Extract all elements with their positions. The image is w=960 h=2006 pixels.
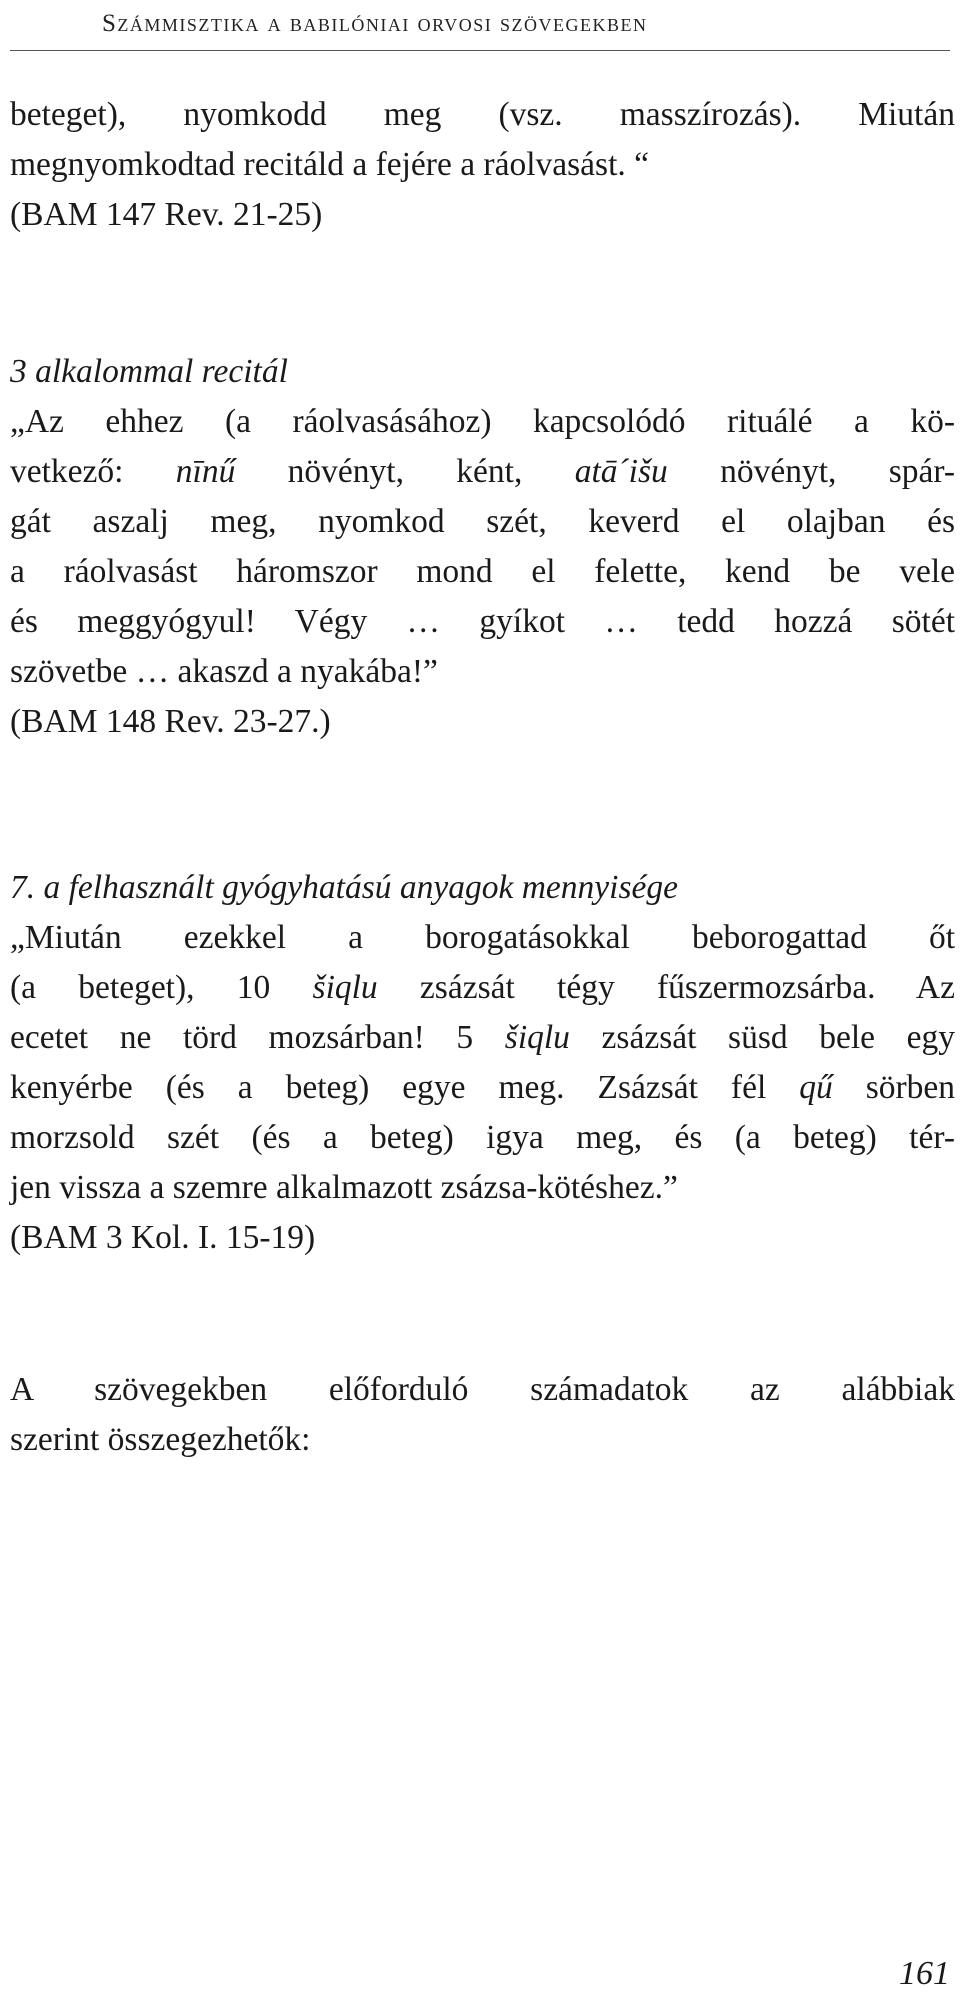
text-fragment: ecetet ne törd mozsárban! 5 — [10, 1019, 505, 1056]
text-line: szövetbe … akaszd a nyakába!” — [10, 653, 438, 690]
unit-name: qű — [799, 1069, 833, 1106]
text-line: morzsold szét (és a beteg) igya meg, és (a beteg) tér- — [10, 1119, 955, 1156]
text-line: jen vissza a szemre alkalmazott zsázsa-kötéshez.” — [10, 1169, 678, 1206]
text-fragment: zsázsát tégy fűszermozsárba. Az — [377, 969, 955, 1006]
paragraph-block-4 — [10, 1365, 955, 1465]
text-fragment: vetkező: — [10, 453, 176, 490]
text-fragment: sörben — [832, 1069, 955, 1106]
text-line: gát aszalj meg, nyomkod szét, keverd el olajban és — [10, 503, 955, 540]
text-fragment: (a beteget), 10 — [10, 969, 313, 1006]
text-line: a ráolvasást háromszor mond el felette, kend be vele — [10, 553, 955, 590]
paragraph-block-2 — [10, 347, 955, 747]
text-line — [10, 963, 955, 1013]
section-heading: 3 alkalommal recitál — [10, 353, 288, 390]
citation: (BAM 148 Rev. 23-27.) — [10, 703, 331, 740]
text-line: szerint összegezhetők: — [10, 1421, 311, 1458]
text-line: „Miután ezekkel a borogatásokkal beborogattad őt — [10, 919, 955, 956]
section-heading: 7. a felhasznált gyógyhatású anyagok mennyisége — [10, 869, 679, 906]
text-fragment: növényt, ként, — [235, 453, 575, 490]
text-line — [10, 447, 955, 497]
text-line: A szövegekben előforduló számadatok az alábbiak — [10, 1371, 955, 1408]
citation: (BAM 3 Kol. I. 15-19) — [10, 1219, 316, 1256]
text-line: és meggyógyul! Végy … gyíkot … tedd hozzá sötét — [10, 603, 955, 640]
paragraph-block-3 — [10, 863, 955, 1263]
text-line: „Az ehhez (a ráolvasásához) kapcsolódó rituálé a kö- — [10, 403, 955, 440]
text-line: megnyomkodtad recitáld a fejére a ráolvasást. “ — [10, 146, 650, 183]
text-fragment: kenyérbe (és a beteg) egye meg. Zsázsát fél — [10, 1069, 800, 1106]
text-fragment: növényt, spár- — [667, 453, 955, 490]
page-number: 161 — [899, 1955, 950, 1992]
text-fragment: zsázsát süsd bele egy — [569, 1019, 955, 1056]
text-line — [10, 1063, 955, 1113]
citation: (BAM 147 Rev. 21-25) — [10, 196, 323, 233]
plant-name: atā´išu — [574, 453, 668, 490]
paragraph-block-1 — [10, 90, 955, 240]
running-header — [10, 0, 950, 51]
running-header-title: Számmisztika a babilóniai orvosi szövegekben — [102, 10, 648, 37]
text-line — [10, 1013, 955, 1063]
unit-name: šiqlu — [312, 969, 378, 1006]
plant-name: nīnű — [175, 453, 236, 490]
text-line: beteget), nyomkodd meg (vsz. masszírozás). Miután — [10, 96, 955, 133]
unit-name: šiqlu — [504, 1019, 570, 1056]
